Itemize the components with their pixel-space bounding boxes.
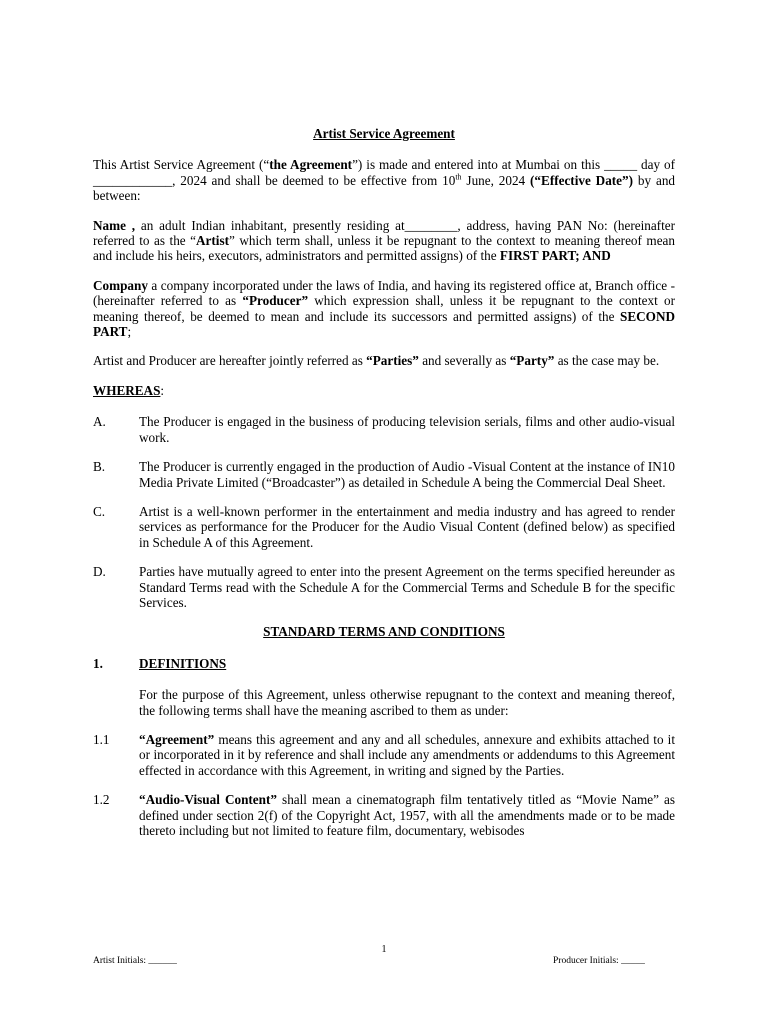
parties-text: and severally as xyxy=(418,353,510,369)
intro-paragraph xyxy=(93,157,675,203)
first-part: FIRST PART; AND xyxy=(499,248,611,264)
recital-item xyxy=(93,414,675,445)
definition-body: means this agreement and any and all schedules, annexure and exhibits attached to it or incorporated in it by reference and shall include any amendments or addendums to this Agreement effected in accordance with this Agreement, in writing and signed by the Parties. xyxy=(139,731,675,778)
intro-text: June, 2024 xyxy=(461,172,531,188)
intro-text: by and between: xyxy=(93,172,676,204)
whereas-colon: : xyxy=(160,382,165,398)
recital-text: Parties have mutually agreed to enter into the present Agreement on the terms specified hereunder as Standard Terms read with the Schedule A for the Commercial Terms and Schedule B for the specific Services. xyxy=(139,564,675,610)
intro-bold: the Agreement xyxy=(269,157,353,173)
recital-item xyxy=(93,564,675,610)
company-paragraph xyxy=(93,278,675,340)
clause-number: 1.1 xyxy=(93,731,110,747)
definition-text xyxy=(139,792,675,838)
recital-label: C. xyxy=(93,503,106,519)
defined-term: “Audio-Visual Content” xyxy=(139,792,277,808)
company-text: ; xyxy=(127,324,132,340)
artist-bold: Artist xyxy=(196,233,229,249)
company-text: which expression shall, unless it be repugnant to the context or meaning thereof, be deemed to mean and include its successors and permitted assigns) of the xyxy=(93,293,675,324)
recital-item xyxy=(93,504,675,550)
definition-item xyxy=(93,732,675,778)
producer-initials: Producer Initials: _____ xyxy=(553,956,645,966)
definition-text xyxy=(139,732,675,778)
intro-text: This Artist Service Agreement (“ xyxy=(93,157,270,173)
parties-text: as the case may be. xyxy=(554,353,660,369)
definition-body: shall mean a cinematograph film tentatively titled as “Movie Name” as defined under section 2(f) of the Copyright Act, 1957, with all the amendments made or to be made thereto including but not limited to feature film, documentary, webisodes xyxy=(139,792,675,838)
parties-text: Artist and Producer are hereafter jointly referred as xyxy=(93,353,367,369)
intro-bold: (“Effective Date”) xyxy=(530,172,634,188)
recital-item xyxy=(93,459,675,490)
recital-label: A. xyxy=(93,414,106,430)
section-number: 1. xyxy=(93,655,103,671)
artist-text: ” which term shall, unless it be repugnant to the context to meaning thereof mean and include his heirs, executors, administrators and permitted assigns) of the xyxy=(93,233,675,264)
artist-name: Name , xyxy=(93,217,136,233)
artist-paragraph xyxy=(93,218,675,264)
whereas-label: WHEREAS xyxy=(93,382,161,398)
document-page xyxy=(93,126,675,852)
page-number: 1 xyxy=(381,944,387,955)
parties-bold: “Parties” xyxy=(366,353,419,369)
defined-term: “Agreement” xyxy=(139,731,215,747)
standard-terms-heading: STANDARD TERMS AND CONDITIONS xyxy=(263,624,505,640)
clause-number: 1.2 xyxy=(93,792,110,808)
section-1-heading xyxy=(93,656,675,671)
artist-text: an adult Indian inhabitant, presently residing at________, address, having PAN No: (hereinafter referred to as the “ xyxy=(93,217,675,249)
intro-text: ”) is made and entered into at Mumbai on this _____ day of ____________, 2024 and shall be deemed to be effective from 10 xyxy=(93,157,676,188)
recital-text: Artist is a well-known performer in the entertainment and media industry and has agreed to render services as performance for the Producer for the Audio Visual Content (defined below) as specified in Schedule A of this Agreement. xyxy=(139,503,675,550)
whereas-heading xyxy=(93,383,675,398)
definitions-intro: For the purpose of this Agreement, unless otherwise repugnant to the context and meaning thereof, the following terms shall have the meaning ascribed to them as under: xyxy=(139,687,675,718)
producer-bold: “Producer” xyxy=(242,293,309,309)
second-part: SECOND PART xyxy=(93,308,675,340)
recital-text: The Producer is engaged in the business of producing television serials, films and other audio-visual work. xyxy=(139,414,675,445)
section-title: DEFINITIONS xyxy=(139,655,227,671)
party-bold: “Party” xyxy=(509,353,555,369)
company-text: a company incorporated under the laws of India, and having its registered office at, Branch office - (hereinafter referred to as xyxy=(93,277,675,309)
recital-label: B. xyxy=(93,459,106,475)
recital-text: The Producer is currently engaged in the production of Audio -Visual Content at the instance of IN10 Media Private Limited (“Broadcaster”) as detailed in Schedule A being the Commercial Deal Sheet. xyxy=(139,459,675,490)
company-name: Company xyxy=(93,277,148,293)
recital-label: D. xyxy=(93,564,106,580)
document-title: Artist Service Agreement xyxy=(313,126,455,141)
parties-paragraph xyxy=(93,353,675,368)
intro-superscript: th xyxy=(455,172,462,182)
definition-item xyxy=(93,792,675,838)
artist-initials: Artist Initials: ______ xyxy=(93,956,177,966)
